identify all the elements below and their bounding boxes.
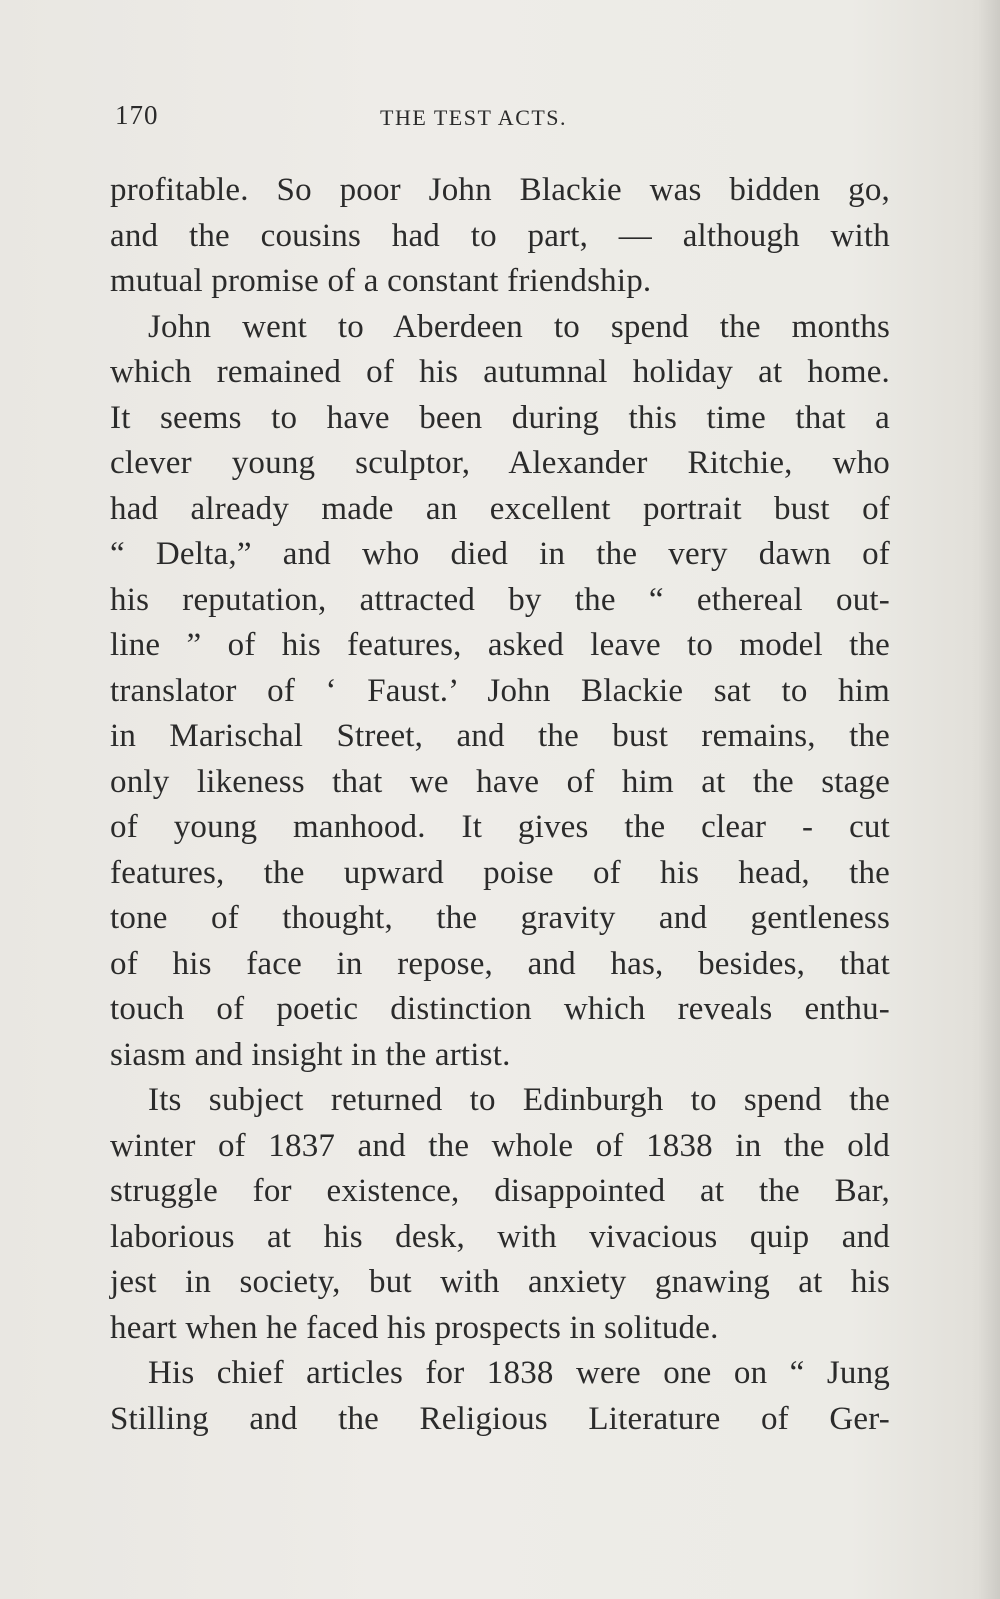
text-line: and the cousins had to part, — although with (110, 217, 890, 254)
text-line: Stilling and the Religious Literature of Ger- (110, 1400, 890, 1437)
text-line: his reputation, attracted by the “ ethereal out- (110, 581, 890, 618)
text-line: translator of ‘ Faust.’ John Blackie sat to him (110, 672, 890, 709)
text-line: struggle for existence, disappointed at the Bar, (110, 1173, 890, 1209)
text-line: only likeness that we have of him at the stage (110, 763, 890, 800)
text-line: jest in society, but with anxiety gnawing at his (110, 1264, 890, 1300)
text-line: of young manhood. It gives the clear - cut (110, 809, 890, 845)
paragraph-start-line: Its subject returned to Edinburgh to spend the (148, 1082, 890, 1118)
text-line: profitable. So poor John Blackie was bidden go, (110, 172, 890, 208)
text-line: “ Delta,” and who died in the very dawn of (110, 536, 890, 572)
page-number: 170 (115, 100, 159, 130)
text-line: in Marischal Street, and the bust remains, the (110, 718, 890, 754)
text-line: had already made an excellent portrait bust of (110, 490, 890, 527)
text-line: touch of poetic distinction which reveals enthu- (110, 991, 890, 1027)
text-line: laborious at his desk, with vivacious quip and (110, 1218, 890, 1255)
text-line: features, the upward poise of his head, the (110, 854, 890, 891)
paragraph-start-line: His chief articles for 1838 were one on “ Jung (148, 1355, 890, 1391)
text-line: siasm and insight in the artist. (110, 1036, 511, 1073)
text-line: tone of thought, the gravity and gentleness (110, 900, 890, 936)
text-line: winter of 1837 and the whole of 1838 in the old (110, 1127, 890, 1164)
text-line: of his face in repose, and has, besides, that (110, 945, 890, 982)
text-line: mutual promise of a constant friendship. (110, 263, 652, 299)
page-header (112, 100, 892, 140)
text-line: It seems to have been during this time that a (110, 399, 890, 436)
paragraph-start-line: John went to Aberdeen to spend the months (148, 308, 890, 345)
body-text (110, 168, 890, 1442)
text-line: which remained of his autumnal holiday at home. (110, 354, 890, 390)
text-line: clever young sculptor, Alexander Ritchie, who (110, 445, 890, 481)
text-line: line ” of his features, asked leave to model the (110, 627, 890, 663)
page-edge-shadow (978, 0, 1000, 1599)
text-line: heart when he faced his prospects in solitude. (110, 1309, 719, 1346)
running-head: THE TEST ACTS. (380, 105, 568, 130)
